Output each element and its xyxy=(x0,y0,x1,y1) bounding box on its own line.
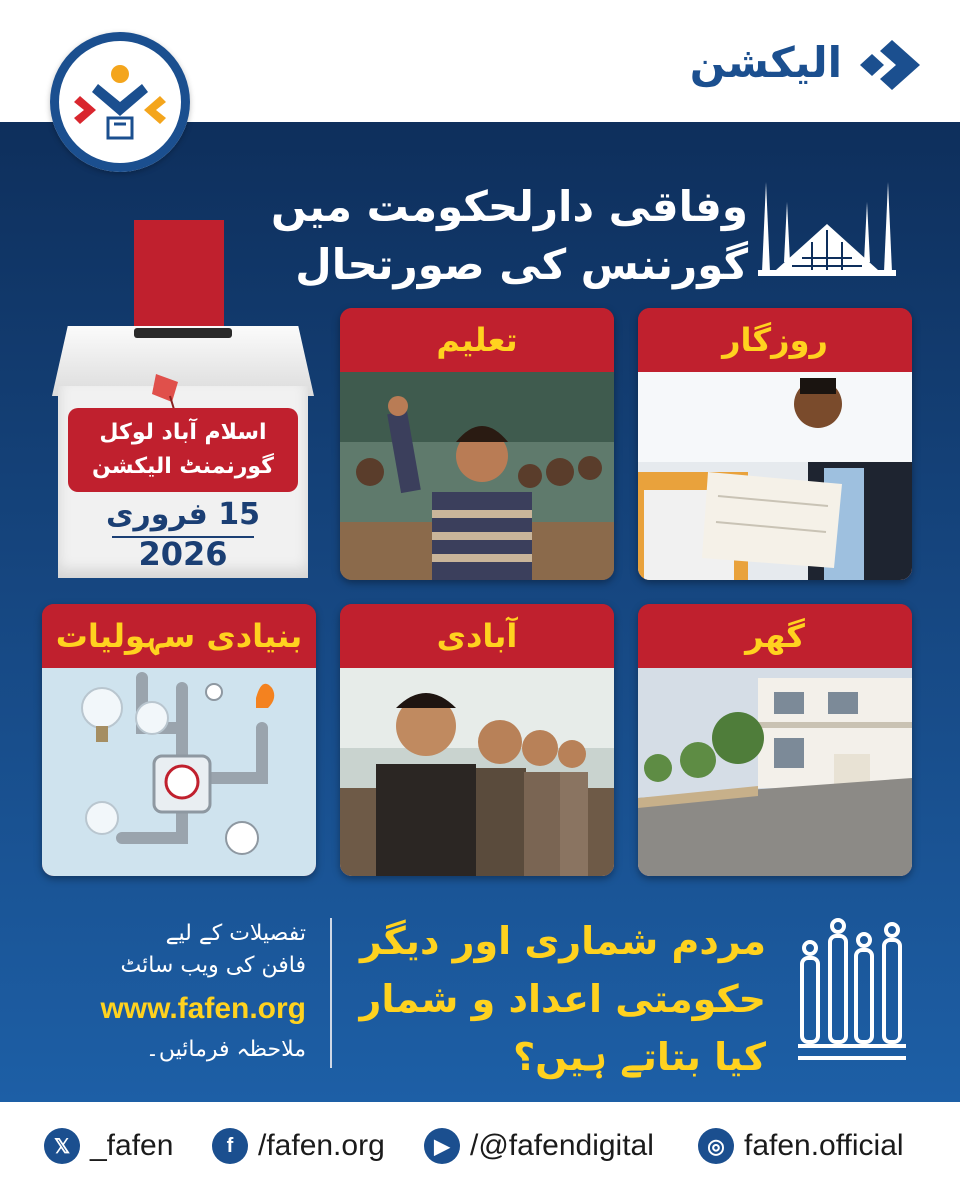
social-handle-youtube: /@fafendigital xyxy=(470,1129,654,1162)
website-info xyxy=(44,918,306,1066)
ballot-slot xyxy=(134,328,232,338)
instagram-icon: ◎ xyxy=(698,1128,734,1164)
card-basic-facilities xyxy=(42,604,316,876)
utilities-photo xyxy=(42,668,316,876)
x-icon: 𝕏 xyxy=(44,1128,80,1164)
card-title: بنیادی سہولیات xyxy=(42,604,316,668)
ballot-label-line-2: گورنمنٹ الیکشن xyxy=(92,454,274,479)
facebook-icon: f xyxy=(212,1128,248,1164)
question-line-2: حکومتی اعداد و شمار xyxy=(359,977,766,1021)
card-education xyxy=(340,308,614,580)
social-youtube[interactable] xyxy=(424,1126,654,1166)
card-housing xyxy=(638,604,912,876)
question-line-3: کیا بتاتے ہیں؟ xyxy=(513,1035,766,1079)
title-line-1: وفاقی دارلحکومت میں xyxy=(271,182,748,231)
logo-icon xyxy=(50,32,190,172)
info-line-1: تفصیلات کے لیے xyxy=(165,921,306,946)
ballot-box xyxy=(52,214,314,578)
card-population xyxy=(340,604,614,876)
card-title: گھر xyxy=(638,604,912,668)
employment-photo xyxy=(638,372,912,580)
social-handle-instagram: fafen.official xyxy=(744,1129,904,1162)
question-line-1: مردم شماری اور دیگر xyxy=(359,919,766,963)
website-link[interactable]: www.fafen.org xyxy=(100,992,306,1025)
housing-photo xyxy=(638,668,912,876)
social-facebook[interactable] xyxy=(212,1126,385,1166)
census-people-icon xyxy=(796,918,908,1066)
ballot-year: 2026 xyxy=(138,535,228,573)
social-x[interactable] xyxy=(44,1126,173,1166)
title-line-2: گورننس کی صورتحال xyxy=(295,240,748,289)
card-title: تعلیم xyxy=(340,308,614,372)
social-handle-facebook: /fafen.org xyxy=(258,1129,385,1162)
social-instagram[interactable] xyxy=(698,1126,904,1166)
census-question xyxy=(352,912,766,1086)
youtube-icon: ▶ xyxy=(424,1128,460,1164)
info-line-3: ملاحظہ فرمائیں۔ xyxy=(146,1037,306,1062)
chevron-brand-icon xyxy=(856,40,920,90)
card-title: روزگار xyxy=(638,308,912,372)
vertical-divider xyxy=(330,918,332,1068)
ballot-date: 15 فروری xyxy=(106,497,260,532)
brand-label: الیکشن xyxy=(689,38,842,87)
social-handle-x: _fafen xyxy=(90,1129,174,1162)
population-photo xyxy=(340,668,614,876)
mosque-icon xyxy=(752,162,902,280)
ballot-election-label xyxy=(68,408,298,492)
card-title: آبادی xyxy=(340,604,614,668)
ballot-label-line-1: اسلام آباد لوکل xyxy=(99,420,267,445)
fafen-logo xyxy=(50,32,190,172)
card-employment xyxy=(638,308,912,580)
education-photo xyxy=(340,372,614,580)
info-line-2: فافن کی ویب سائٹ xyxy=(120,953,306,978)
